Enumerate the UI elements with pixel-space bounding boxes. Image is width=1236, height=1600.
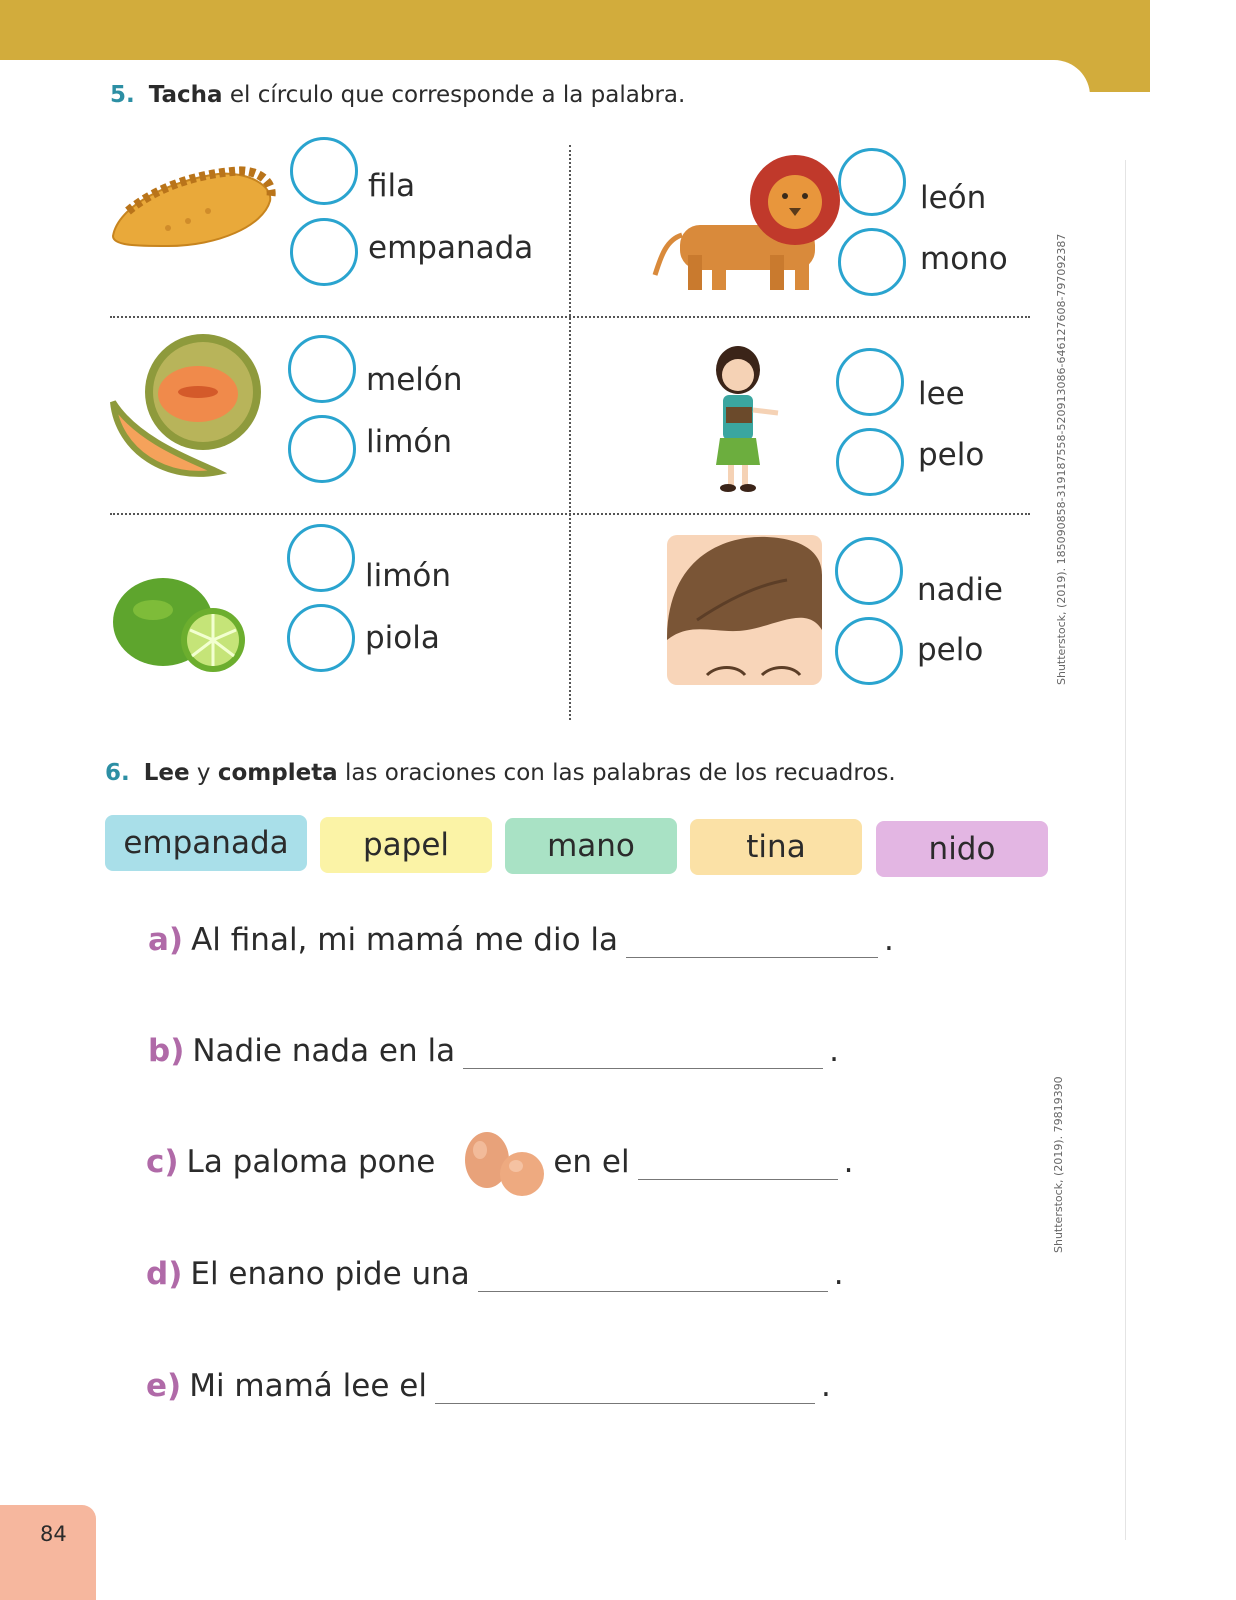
grid-vertical-divider	[569, 145, 571, 720]
option-circle-limon[interactable]	[288, 415, 356, 483]
top-color-band	[0, 0, 1150, 60]
melon-illustration	[108, 332, 273, 482]
task6-bold-verb-2: completa	[217, 760, 338, 786]
girl-reading-illustration	[708, 345, 788, 505]
sentence-period: .	[884, 922, 894, 958]
answer-blank-a[interactable]	[626, 931, 878, 958]
lime-illustration	[108, 572, 248, 682]
option-circle-empanada[interactable]	[290, 218, 358, 286]
eggs-illustration	[462, 1128, 552, 1198]
image-credit-2: Shutterstock, (2019). 79819390	[1052, 1076, 1065, 1253]
option-circle-leon[interactable]	[838, 148, 906, 216]
option-word: lee	[918, 376, 965, 412]
word-bank-nido: nido	[876, 821, 1048, 877]
page-edge-line	[1125, 160, 1126, 1540]
option-word: nadie	[917, 572, 1004, 608]
sentence-letter: b)	[148, 1033, 185, 1069]
answer-blank-d[interactable]	[478, 1265, 828, 1292]
sentence-letter: e)	[146, 1368, 182, 1404]
answer-blank-c[interactable]	[638, 1153, 838, 1180]
grid-row-divider-1	[110, 316, 1030, 318]
option-circle-nadie[interactable]	[835, 537, 903, 605]
task6-bold-verb-1: Lee	[143, 760, 190, 786]
word-bank-papel: papel	[320, 817, 492, 873]
option-word: melón	[366, 362, 463, 398]
answer-blank-e[interactable]	[435, 1377, 815, 1404]
word-bank-tina: tina	[690, 819, 862, 875]
option-word: piola	[365, 620, 440, 656]
sentence-period: .	[820, 1368, 831, 1404]
page-number: 84	[40, 1522, 67, 1546]
sentence-text: Nadie nada en la	[192, 1033, 456, 1069]
task6-connector: y	[189, 760, 218, 786]
option-word: mono	[920, 241, 1008, 277]
option-word: limón	[366, 424, 453, 460]
sentence-text-after: en el	[553, 1144, 630, 1180]
sentence-a	[148, 922, 894, 958]
sentence-period: .	[843, 1144, 854, 1180]
option-circle-piola[interactable]	[287, 604, 355, 672]
sentence-period: .	[833, 1256, 844, 1292]
sentence-letter: d)	[146, 1256, 183, 1292]
option-word: empanada	[368, 230, 534, 266]
sentence-text: La paloma pone	[186, 1144, 436, 1180]
sentence-b	[148, 1033, 839, 1069]
task6-instruction-text: las oraciones con las palabras de los recuadros.	[337, 760, 896, 786]
sentence-letter: c)	[146, 1144, 179, 1180]
option-word: pelo	[917, 632, 984, 668]
sentence-period: .	[829, 1033, 839, 1069]
task5-instruction-text: el círculo que corresponde a la palabra.	[222, 82, 686, 108]
empanada-illustration	[108, 166, 278, 266]
option-word: fila	[368, 168, 416, 204]
lion-illustration	[650, 150, 840, 300]
sentence-d	[146, 1256, 844, 1292]
hair-illustration	[667, 535, 827, 687]
sentence-text: Mi mamá lee el	[189, 1368, 427, 1404]
sentence-text: Al final, mi mamá me dio la	[191, 922, 619, 958]
answer-blank-b[interactable]	[463, 1042, 823, 1069]
sentence-text: El enano pide una	[190, 1256, 470, 1292]
option-word: pelo	[918, 437, 985, 473]
option-circle-pelo[interactable]	[836, 428, 904, 496]
page-number-tab	[0, 1505, 96, 1600]
image-credit-1: Shutterstock, (2019). 185090858-319187558-520913086-646127608-797092387	[1055, 233, 1068, 685]
word-bank-empanada: empanada	[105, 815, 307, 871]
grid-row-divider-2	[110, 513, 1030, 515]
sentence-e	[146, 1368, 831, 1404]
word-bank-mano: mano	[505, 818, 677, 874]
sentence-letter: a)	[148, 922, 184, 958]
option-circle-pelo[interactable]	[835, 617, 903, 685]
option-circle-melon[interactable]	[288, 335, 356, 403]
task5-number: 5.	[110, 82, 135, 108]
option-circle-limon[interactable]	[287, 524, 355, 592]
option-circle-fila[interactable]	[290, 137, 358, 205]
task6-number: 6.	[105, 760, 130, 786]
option-circle-mono[interactable]	[838, 228, 906, 296]
option-circle-lee[interactable]	[836, 348, 904, 416]
task5-instruction	[110, 82, 685, 108]
option-word: limón	[365, 558, 452, 594]
task5-bold-verb: Tacha	[148, 82, 223, 108]
option-word: león	[920, 180, 987, 216]
task6-instruction	[105, 760, 896, 786]
